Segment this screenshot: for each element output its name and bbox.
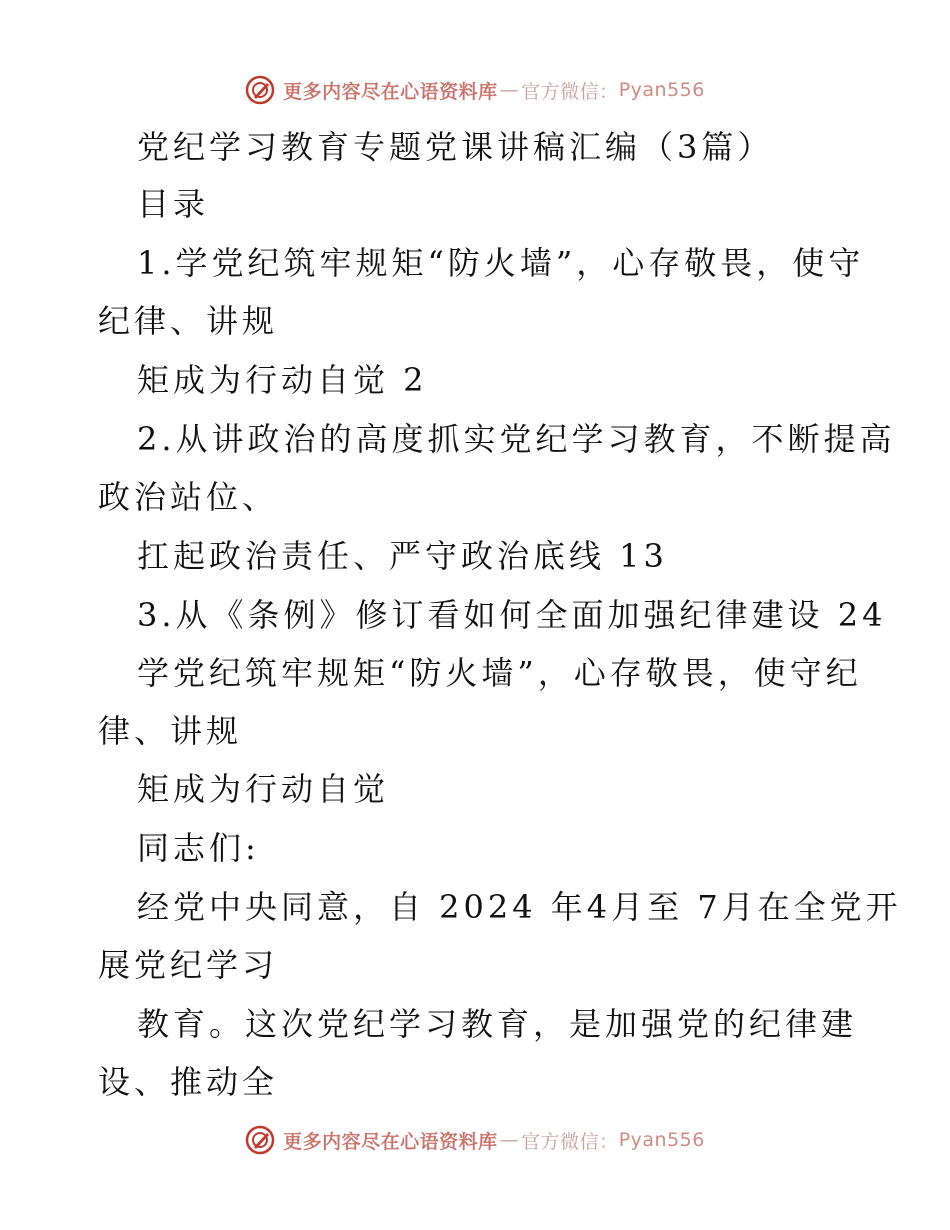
toc-item-2-cont: 政治站位、 xyxy=(98,478,279,516)
document-title: 党纪学习教育专题党课讲稿汇编（3篇） xyxy=(137,128,774,166)
watermark-wechat-id: Pyan556 xyxy=(618,79,705,101)
toc-item-1: 1.学党纪筑牢规矩“防火墙”，心存敬畏，使守 xyxy=(137,244,865,282)
toc-item-1-cont: 纪律、讲规 xyxy=(98,302,279,340)
paragraph-line-1: 经党中央同意，自 2024 年4月至 7月在全党开 xyxy=(137,888,902,926)
toc-item-2-cont2: 扛起政治责任、严守政治底线 13 xyxy=(137,537,668,575)
toc-item-2: 2.从讲政治的高度抓实党纪学习教育，不断提高 xyxy=(137,420,896,458)
toc-item-1-cont2: 矩成为行动自觉 2 xyxy=(137,361,428,399)
toc-heading: 目录 xyxy=(137,185,210,223)
toc-item-3: 3.从《条例》修订看如何全面加强纪律建设 24 xyxy=(137,596,887,634)
section-title: 学党纪筑牢规矩“防火墙”，心存敬畏，使守纪 xyxy=(137,654,862,692)
footer-watermark xyxy=(0,1120,950,1160)
watermark-dash: — xyxy=(499,1129,520,1151)
watermark-wechat-label: 官方微信： xyxy=(521,80,619,103)
section-title-cont: 律、讲规 xyxy=(98,712,243,750)
paragraph-line-2: 展党纪学习 xyxy=(98,946,279,984)
paragraph-line-4: 设、推动全 xyxy=(98,1063,279,1101)
watermark-site-name: 更多内容尽在心语资料库 xyxy=(283,1130,498,1153)
watermark-dash: — xyxy=(499,79,520,101)
salutation: 同志们: xyxy=(137,829,260,867)
watermark-site-name: 更多内容尽在心语资料库 xyxy=(283,80,498,103)
section-title-cont2: 矩成为行动自觉 xyxy=(137,770,390,808)
watermark-wechat-id: Pyan556 xyxy=(618,1129,705,1151)
pen-logo-icon xyxy=(245,75,275,105)
pen-logo-icon xyxy=(245,1125,275,1155)
header-watermark xyxy=(0,70,950,110)
watermark-wechat-label: 官方微信： xyxy=(521,1130,619,1153)
paragraph-line-3: 教育。这次党纪学习教育，是加强党的纪律建 xyxy=(137,1005,858,1043)
